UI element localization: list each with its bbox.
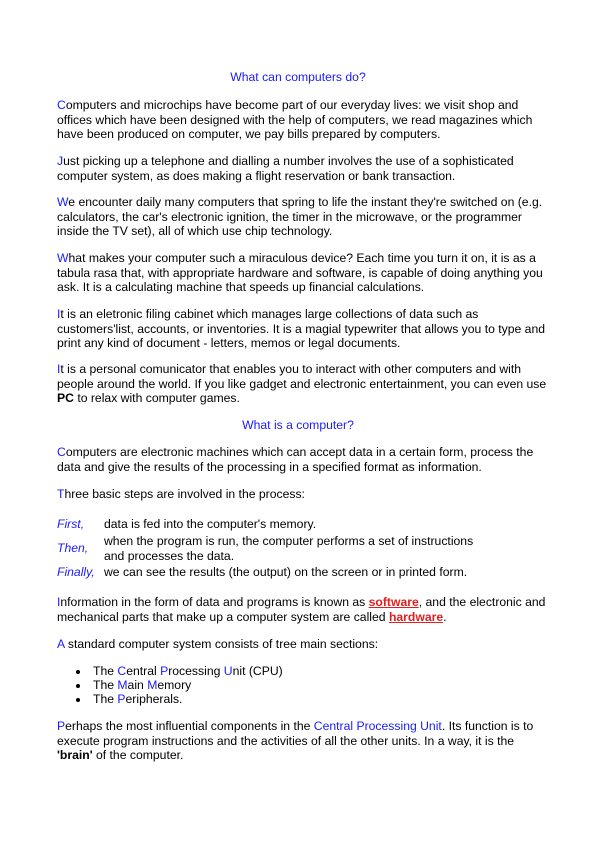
step-first-text: data is fed into the computer's memory. <box>104 517 317 531</box>
drop-cap: W <box>57 251 69 265</box>
p5-line3: print any kind of document - letters, memos or legal documents. <box>57 336 401 351</box>
p1-line3: have been produced on computer, we pay bills prepared by computers. <box>57 127 441 142</box>
p11-line2: execute program instructions and the activities of all the other units. In a way, it is the <box>57 733 515 748</box>
p9-line1: Information in the form of data and programs is known as software, and the electronic and <box>57 595 546 609</box>
list-item-cpu: The Central Processing Unit (CPU) <box>93 664 283 678</box>
drop-cap: C <box>57 445 66 459</box>
bullet-icon <box>76 670 80 674</box>
p11-line1: Perhaps the most influential components in the Central Processing Unit. Its function is to <box>57 719 534 733</box>
drop-cap: P <box>57 719 66 733</box>
list-item-peripherals: The Peripherals. <box>93 692 183 706</box>
p6-line3: PC to relax with computer games. <box>57 391 240 406</box>
p1-line1: Computers and microchips have become part of our everyday lives: we visit shop and <box>57 98 519 112</box>
step-then-text-line2: and processes the data. <box>104 548 235 563</box>
p5-line2: customers'list, accounts, or inventories. It is a magial typewriter that allows you to type and <box>57 321 546 336</box>
bullet-icon <box>76 684 80 688</box>
step-first-label: First, <box>57 517 85 531</box>
drop-cap: I <box>57 362 61 376</box>
p5-line1: It is an eletronic filing cabinet which manages large collections of data such as <box>57 307 479 321</box>
heading-what-is-a-computer: What is a computer? <box>242 418 354 432</box>
keyword-hardware: hardware <box>388 609 444 624</box>
p2-line2: computer system, as does making a flight reservation or bank transaction. <box>57 168 456 183</box>
p6-line1: It is a personal comunicator that enables you to interact with other computers and with <box>57 362 522 376</box>
p7-line1: Computers are electronic machines which can accept data in a certain form, process the <box>57 445 534 459</box>
p3-line3: inside the TV set), all of which use chip technology. <box>57 224 333 239</box>
drop-cap: T <box>57 487 65 501</box>
drop-cap: A <box>57 637 65 651</box>
p9-line2: mechanical parts that make up a computer system are called hardware. <box>57 609 447 624</box>
p10-line1: A standard computer system consists of tree main sections: <box>57 637 379 651</box>
p7-line2: data and give the results of the processing in a specified format as information. <box>57 459 482 474</box>
step-finally-label: Finally, <box>57 564 95 579</box>
p2-line1: Just picking up a telephone and dialling a number involves the use of a sophisticated <box>57 154 514 168</box>
bullet-icon <box>76 698 80 702</box>
step-then-text-line1: when the program is run, the computer performs a set of instructions <box>104 534 474 548</box>
drop-cap: J <box>57 154 64 168</box>
p3-line1: We encounter daily many computers that spring to life the instant they're switched on (e.g. <box>57 195 543 209</box>
p3-line2: calculators, the car's electronic ignition, the timer in the microwave, or the programmer <box>57 209 522 224</box>
list-item-main-memory: The Main Memory <box>93 678 192 692</box>
brain-term: 'brain' <box>57 748 93 763</box>
pc-term: PC <box>57 391 74 406</box>
p4-line1: What makes your computer such a miraculous device? Each time you turn it on, it is as a <box>57 251 536 265</box>
step-finally-text: we can see the results (the output) on the screen or in printed form. <box>104 564 468 579</box>
drop-cap: W <box>57 195 69 209</box>
p1-line2: offices which have been designed with the help of computers, we read magazines which <box>57 112 533 127</box>
p4-line3: ask. It is a calculating machine that speeds up financial calculations. <box>57 280 425 295</box>
p6-line2: people around the world. If you like gadget and electronic entertainment, you can even use <box>57 376 547 391</box>
p11-line3: 'brain' of the computer. <box>57 748 184 763</box>
p8-line1: Three basic steps are involved in the process: <box>57 487 305 501</box>
cpu-term: Central Processing Unit <box>313 719 442 733</box>
p4-line2: tabula rasa that, with appropriate hardware and software, is capable of doing anything you <box>57 265 543 280</box>
heading-what-can-computers-do: What can computers do? <box>230 70 366 84</box>
keyword-software: software <box>368 595 419 609</box>
drop-cap: I <box>57 595 61 609</box>
drop-cap: I <box>57 307 61 321</box>
drop-cap: C <box>57 98 66 112</box>
step-then-label: Then, <box>57 541 89 555</box>
